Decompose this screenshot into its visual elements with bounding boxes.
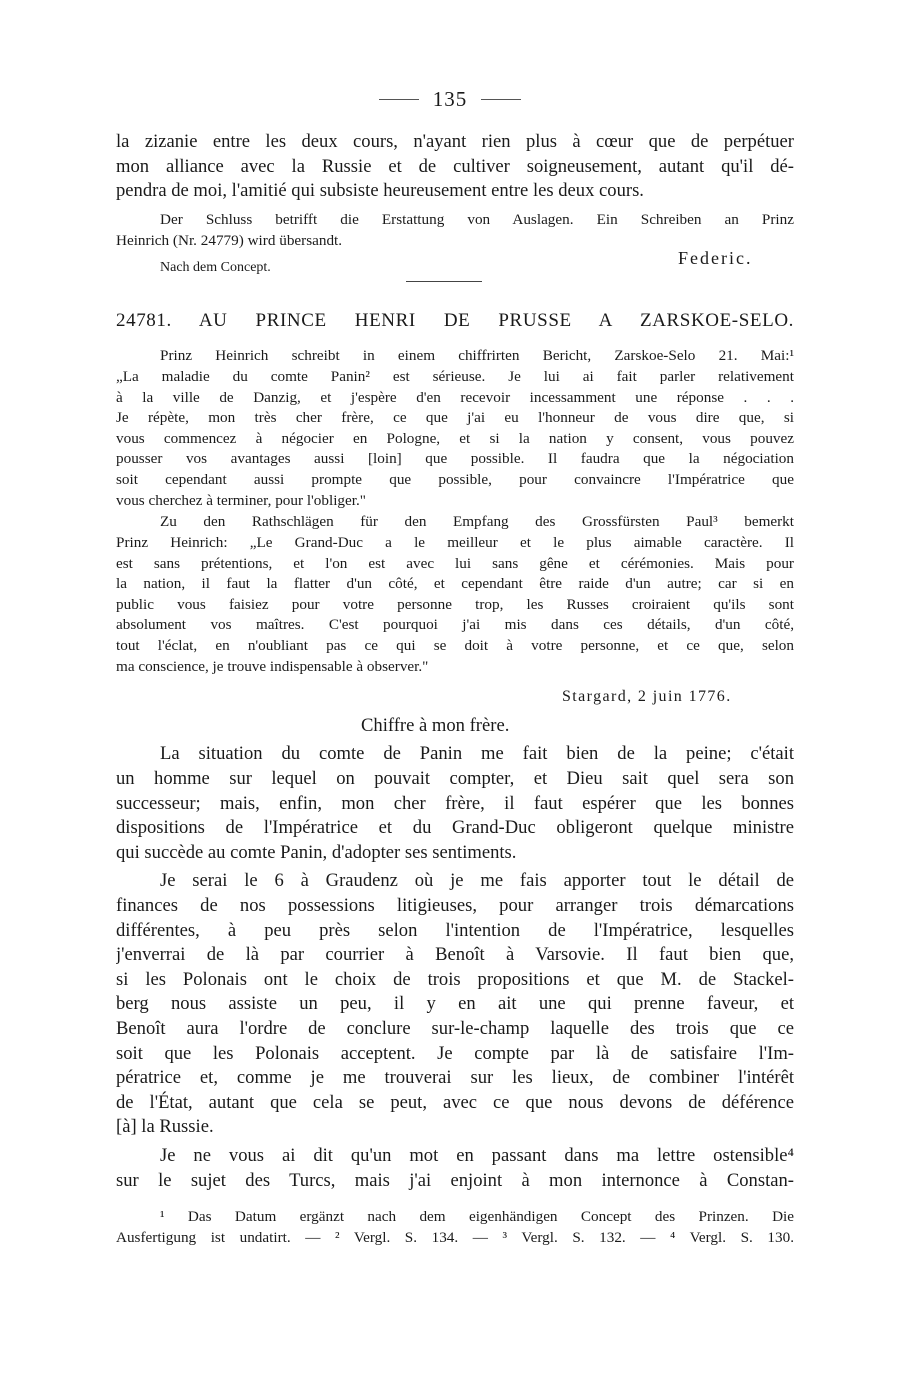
editorial-note <box>160 210 794 231</box>
body-third-first-line <box>160 1144 794 1169</box>
text-line: Heinrich (Nr. 24779) wird übersandt. <box>116 232 343 249</box>
text-line: vous cherchez à terminer, pour l'obliger." <box>116 491 366 509</box>
text-line: Benoît aura l'ordre de conclure sur-le-champ laquelle des trois que ce <box>116 1017 794 1039</box>
page-header <box>0 84 900 114</box>
text-line: la nation, il faut la flatter d'un côté, et cependant être raide d'un autre; car si en <box>116 575 794 593</box>
text-line: finances de nos possessions litigieuses, pour arranger trois démarcations <box>116 895 794 916</box>
text-line: berg nous assiste un peu, il y en ait une qui prenne faveur, et <box>116 993 794 1015</box>
source-note: Nach dem Concept. <box>160 260 271 275</box>
text-line: pératrice et, comme je me trouverai sur les lieux, de combiner l'intérêt <box>116 1067 794 1089</box>
signature: Federic. <box>678 248 753 268</box>
text-line: Je serai le 6 à Graudenz où je me fais apporter tout le détail de <box>160 870 794 891</box>
text-line: de l'État, autant que cela se peut, avec ce que nous devons de déférence <box>116 1091 794 1113</box>
text-line: [à] la Russie. <box>116 1116 214 1138</box>
continuation-paragraph <box>116 130 794 204</box>
text-line: ma conscience, je trouve indispensable à observer." <box>116 657 429 675</box>
body-paragraph-3 <box>116 1169 794 1194</box>
summary-second-first-line <box>160 512 794 533</box>
text-line: pousser vos avantages aussi [loin] que possible. Il faudra que la négociation <box>116 450 794 468</box>
text-line: soit que les Polonais acceptent. Je compte par là de satisfaire l'Im- <box>116 1042 794 1064</box>
text-line: „La maladie du comte Panin² est sérieuse. Je lui ai fait parler relativement <box>116 368 794 385</box>
text-line: différentes, à peu près selon l'intention de l'Impératrice, lesquelles <box>116 919 794 941</box>
text-line: Zu den Rathschlägen für den Empfang des Grossfürsten Paul³ bemerkt <box>160 513 794 530</box>
body-second-first-line <box>160 869 794 894</box>
header-rule-right <box>481 99 521 100</box>
body-paragraph-1 <box>116 767 794 865</box>
letter-title: AU PRINCE HENRI DE PRUSSE A ZARSKOE-SELO. <box>198 310 794 331</box>
separator-rule <box>406 281 482 282</box>
text-line: j'enverrai de là par courrier à Benoît à Varsovie. Il faut bien que, <box>116 944 794 966</box>
text-line: public vous faisiez pour votre personne trop, les Russes croiraient qu'ils sont <box>116 595 794 613</box>
text-line: est sans prétentions, et l'on est avec lui sans gêne et cérémonies. Mais pour <box>116 554 794 572</box>
text-line: Prinz Heinrich: „Le Grand-Duc a le meilleur et le plus aimable caractère. Il <box>116 534 794 551</box>
body-first-line <box>160 742 794 767</box>
text-line: la zizanie entre les deux cours, n'ayant rien plus à cœur que de perpétuer <box>116 131 794 152</box>
text-line: soit cependant aussi prompte que possible, pour convaincre l'Impératrice que <box>116 470 794 488</box>
text-line: pendra de moi, l'amitié qui subsiste heureusement entre les deux cours. <box>116 180 644 202</box>
body-paragraph-2 <box>116 894 794 1140</box>
text-line: si les Polonais ont le choix de trois propositions et que M. de Stackel- <box>116 968 794 990</box>
summary-first-line <box>160 346 794 367</box>
text-line: Prinz Heinrich schreibt in einem chiffrirten Bericht, Zarskoe-Selo 21. Mai:¹ <box>160 347 794 364</box>
text-line: mon alliance avec la Russie et de cultiver soigneusement, autant qu'il dé- <box>116 155 794 177</box>
text-line: sur le sujet des Turcs, mais j'ai enjoint à mon internonce à Constan- <box>116 1170 794 1191</box>
footnotes <box>116 1228 794 1249</box>
footnote-line: ¹ Das Datum ergänzt nach dem eigenhändigen Concept des Prinzen. Die <box>160 1208 794 1225</box>
text-line: à la ville de Danzig, et j'espère d'en recevoir incessamment une réponse . . . <box>116 388 794 406</box>
text-line: successeur; mais, enfin, mon cher frère, il faut espérer que les bonnes <box>116 792 794 814</box>
summary-paragraph-2 <box>116 533 794 677</box>
footnote-first-line <box>160 1207 794 1228</box>
footnote-line: Ausfertigung ist undatirt. — ² Vergl. S. 134. — ³ Vergl. S. 132. — ⁴ Vergl. S. 130. <box>116 1229 794 1246</box>
text-line: Der Schluss betrifft die Erstattung von Auslagen. Ein Schreiben an Prinz <box>160 211 794 228</box>
letter-number: 24781. <box>116 310 172 331</box>
text-line: un homme sur lequel on pouvait compter, et Dieu sait quel sera son <box>116 768 794 789</box>
text-line: tout l'éclat, en n'oubliant pas ce qui se doit à votre personne, et ce que, selon <box>116 636 794 654</box>
text-line: qui succède au comte Panin, d'adopter ses sentiments. <box>116 841 517 863</box>
text-line: dispositions de l'Impératrice et du Grand-Duc obligeront quelque ministre <box>116 817 794 839</box>
text-line: Je répète, mon très cher frère, ce que j'ai eu l'honneur de vous dire que, si <box>116 409 794 427</box>
text-line: La situation du comte de Panin me fait bien de la peine; c'était <box>160 743 794 764</box>
text-line: vous commencez à négocier en Pologne, et si la nation y consent, vous pouvez <box>116 429 794 447</box>
letter-heading <box>116 308 794 334</box>
text-line: Je ne vous ai dit qu'un mot en passant dans ma lettre ostensible⁴ <box>160 1145 794 1166</box>
text-line: absolument vos maîtres. C'est pourquoi j'ai mis dans ces détails, d'un côté, <box>116 616 794 634</box>
summary-paragraph-1 <box>116 367 794 511</box>
dateline: Stargard, 2 juin 1776. <box>562 688 732 705</box>
page-number: 135 <box>432 86 468 111</box>
header-rule-left <box>379 99 419 100</box>
cipher-heading: Chiffre à mon frère. <box>361 715 510 736</box>
